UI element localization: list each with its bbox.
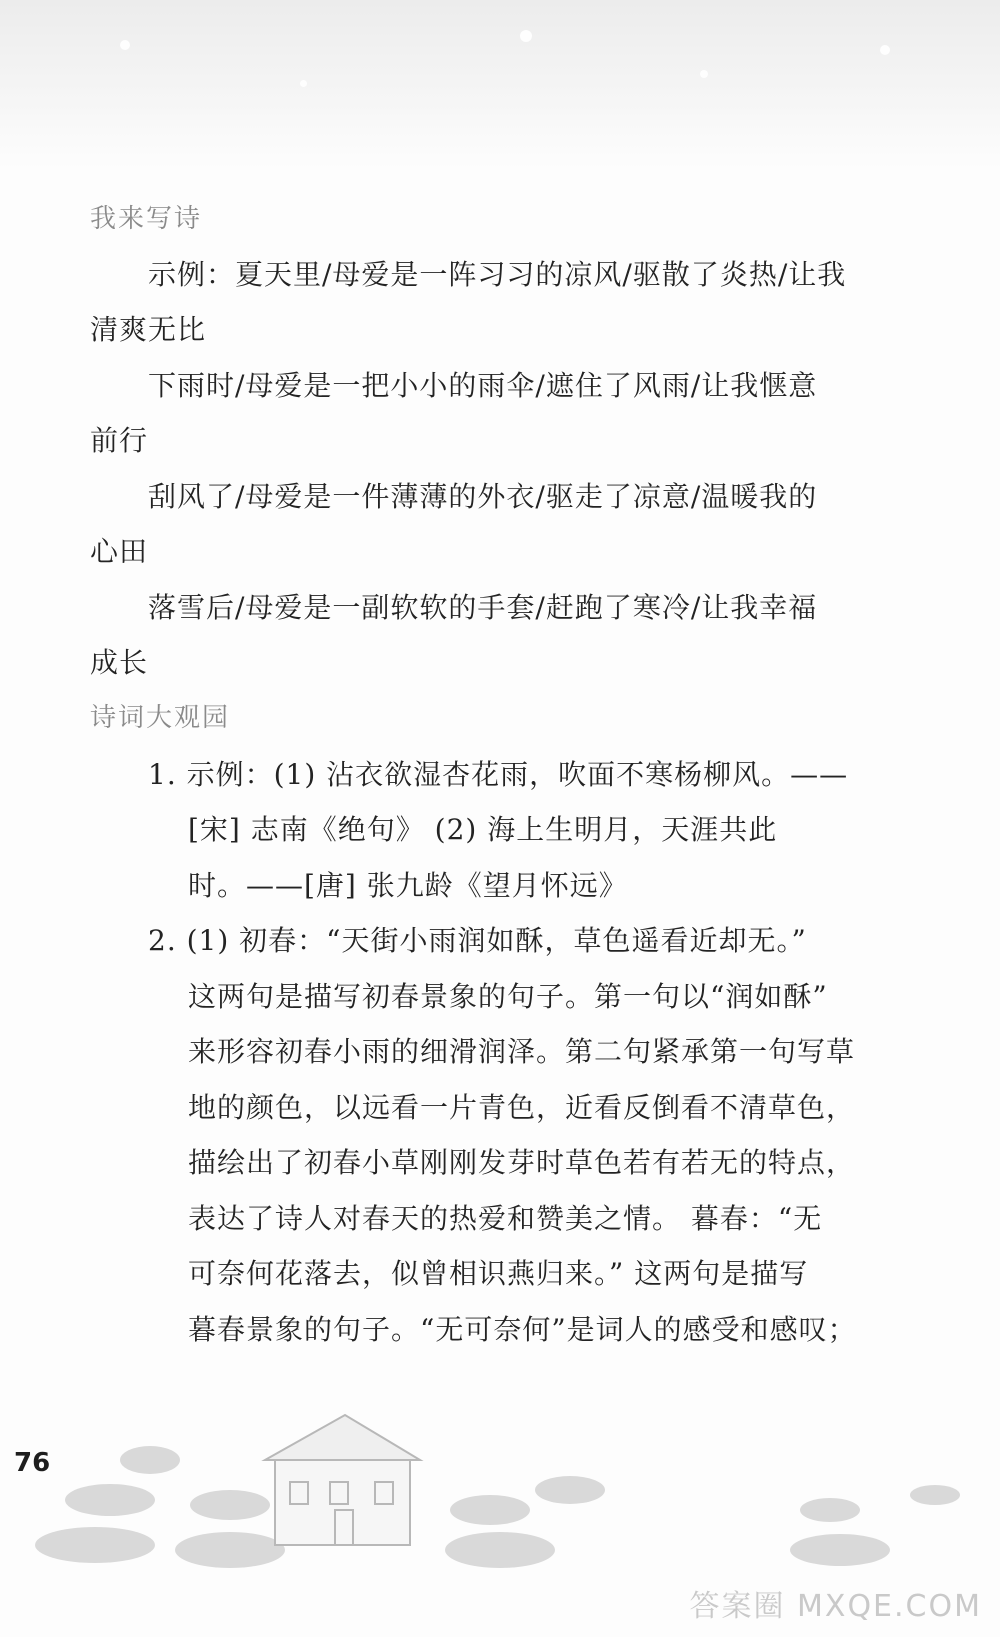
snow-tree [910,1485,960,1505]
house-icon [265,1415,420,1545]
snow-tree [35,1527,155,1563]
snow-tree [445,1532,555,1568]
snow-dot [880,45,890,55]
header-decoration [0,0,1000,170]
text-line: 刮风了/母爱是一件薄薄的外衣/驱走了凉意/温暖我的 [148,480,818,513]
snow-tree [65,1484,155,1516]
snow-tree [800,1498,860,1522]
snow-tree [120,1446,180,1474]
text-line: 2. (1) 初春：“天街小雨润如酥，草色遥看近却无。” [148,924,807,957]
snow-tree [450,1495,530,1525]
watermark: 答案圈 MXQE.COM [689,1589,982,1624]
snow-dot [300,80,307,87]
text-line: 示例：夏天里/母爱是一阵习习的凉风/驱散了炎热/让我 [148,258,847,291]
text-line: 1. 示例：(1) 沾衣欲湿杏花雨，吹面不寒杨柳风。—— [148,758,849,791]
text-line: 前行 [90,424,149,457]
snow-tree [175,1532,285,1568]
text-line: [宋] 志南《绝句》 (2) 海上生明月，天涯共此 [188,813,778,846]
section-title-write-poem: 我来写诗 [90,204,203,234]
text-line: 表达了诗人对春天的热爱和赞美之情。 暮春：“无 [188,1202,823,1235]
text-line: 心田 [90,535,149,568]
text-line: 地的颜色，以远看一片青色，近看反倒看不清草色， [188,1091,856,1124]
snow-dot [120,40,130,50]
text-line: 描绘出了初春小草刚刚发芽时草色若有若无的特点， [188,1146,856,1179]
text-line: 暮春景象的句子。“无可奈何”是词人的感受和感叹； [188,1313,857,1346]
text-line: 这两句是描写初春景象的句子。第一句以“润如酥” [188,980,828,1013]
text-line: 来形容初春小雨的细滑润泽。第二句紧承第一句写草 [188,1035,856,1068]
snow-tree [790,1534,890,1566]
snow-dot [520,30,532,42]
text-line: 时。——[唐] 张九龄《望月怀远》 [188,869,628,902]
snow-tree [535,1476,605,1504]
page-number: 76 [14,1448,51,1478]
text-line: 落雪后/母爱是一副软软的手套/赶跑了寒冷/让我幸福 [148,591,818,624]
snow-tree [190,1490,270,1520]
text-line: 下雨时/母爱是一把小小的雨伞/遮住了风雨/让我惬意 [148,369,818,402]
section-title-poetry-garden: 诗词大观园 [90,703,231,733]
text-line: 可奈何花落去，似曾相识燕归来。” 这两句是描写 [188,1257,809,1290]
text-line: 成长 [90,646,149,679]
snow-dot [700,70,708,78]
text-line: 清爽无比 [90,313,207,346]
